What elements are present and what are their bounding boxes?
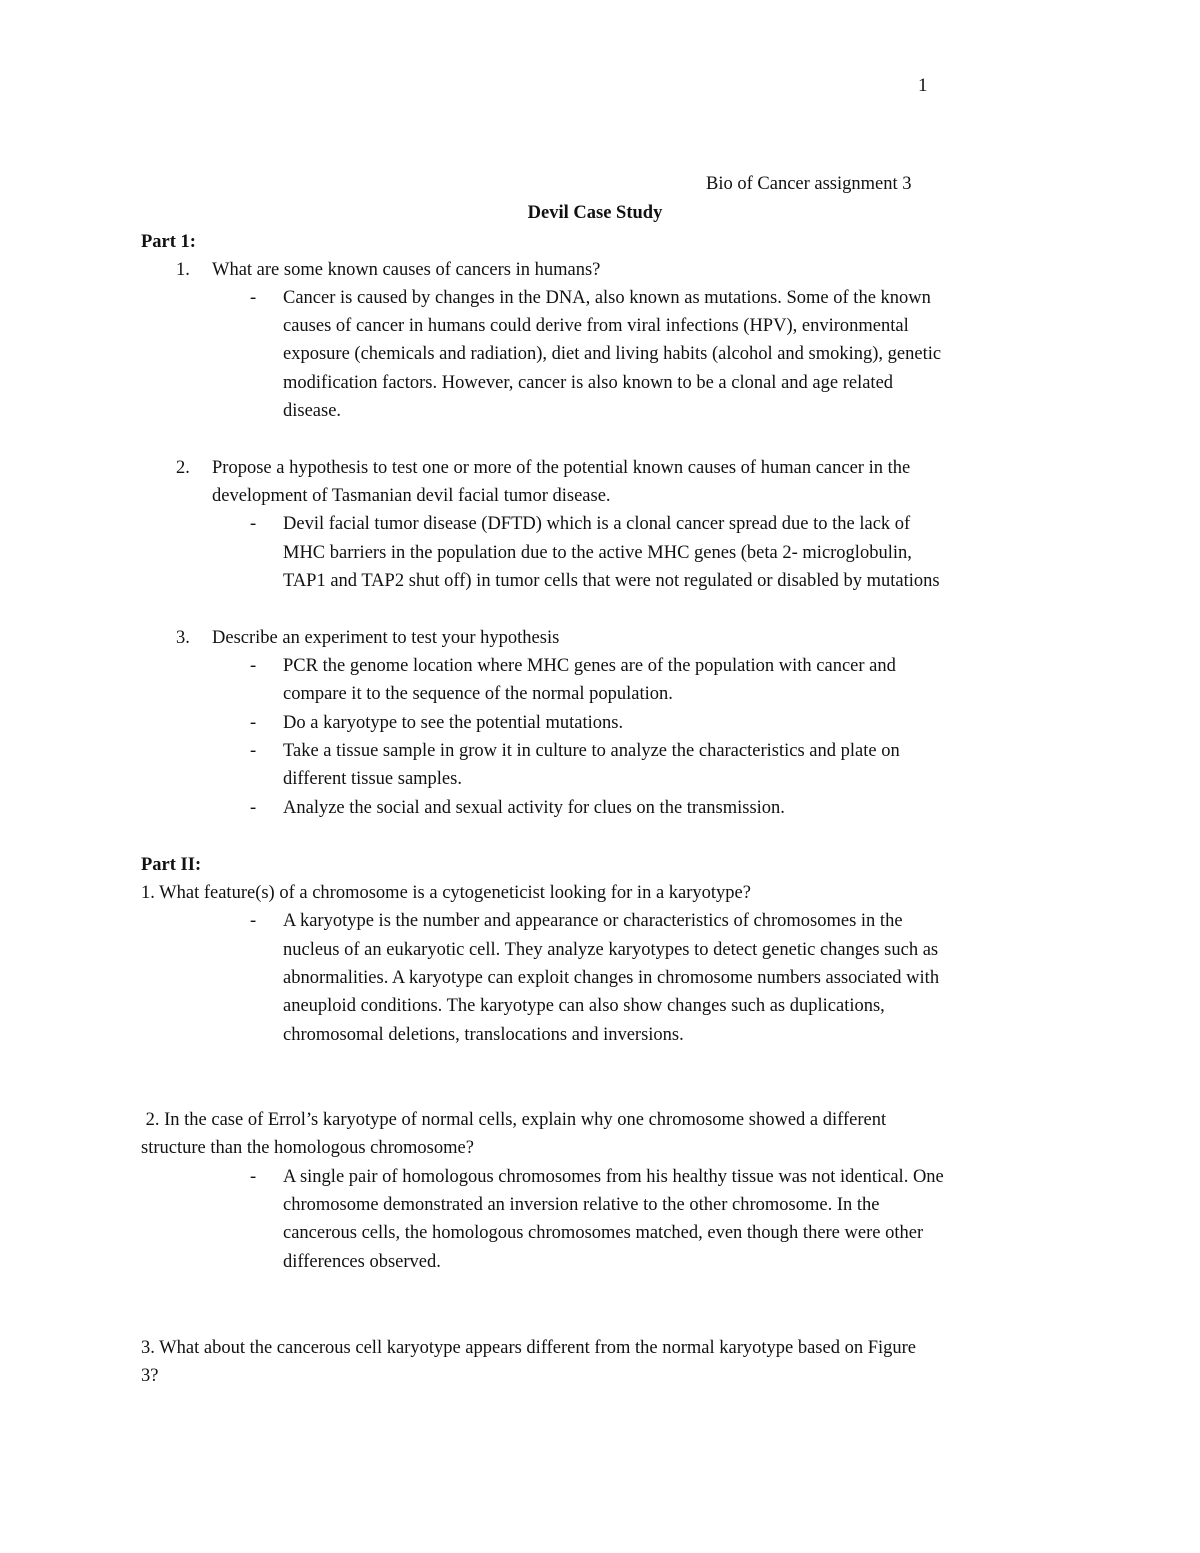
bullet-dash: - — [250, 288, 257, 308]
part2-q1-question: 1. What feature(s) of a chromosome is a cytogeneticist looking for in a karyotype? — [141, 883, 751, 903]
part1-q3-number: 3. — [176, 628, 190, 648]
part2-heading: Part II: — [141, 855, 202, 875]
part1-q2-question-line: Propose a hypothesis to test one or more of the potential known causes of human cancer in the — [212, 458, 911, 478]
part1-q1-answer-line: exposure (chemicals and radiation), diet and living habits (alcohol and smoking), genetic — [283, 344, 942, 364]
assignment-header: Bio of Cancer assignment 3 — [706, 174, 912, 194]
part1-q3-question: Describe an experiment to test your hypothesis — [212, 628, 560, 648]
part1-q3-answer-line: compare it to the sequence of the normal population. — [283, 684, 673, 704]
part1-q1-answer-line: disease. — [283, 401, 342, 421]
part1-q1-answer-line: causes of cancer in humans could derive from viral infections (HPV), environmental — [283, 316, 909, 336]
part1-q1-answer-line: modification factors. However, cancer is also known to be a clonal and age related — [283, 373, 894, 393]
bullet-dash: - — [250, 798, 257, 818]
part2-q2-answer-line: differences observed. — [283, 1252, 441, 1272]
part2-q1-answer-line: nucleus of an eukaryotic cell. They analyze karyotypes to detect genetic changes such as — [283, 940, 939, 960]
part1-q2-answer-line: TAP1 and TAP2 shut off) in tumor cells that were not regulated or disabled by mutations — [283, 571, 940, 591]
bullet-dash: - — [250, 1167, 257, 1187]
part1-q3-answer-line: Do a karyotype to see the potential mutations. — [283, 713, 624, 733]
part1-q3-answer-line: Take a tissue sample in grow it in culture to analyze the characteristics and plate on — [283, 741, 900, 761]
bullet-dash: - — [250, 911, 257, 931]
part1-q3-answer-line: PCR the genome location where MHC genes are of the population with cancer and — [283, 656, 896, 676]
part2-q1-answer-line: abnormalities. A karyotype can exploit changes in chromosome numbers associated with — [283, 968, 940, 988]
part1-q2-answer-line: MHC barriers in the population due to the active MHC genes (beta 2- microglobulin, — [283, 543, 912, 563]
bullet-dash: - — [250, 656, 257, 676]
part1-heading: Part 1: — [141, 232, 196, 252]
part2-q2-answer-line: cancerous cells, the homologous chromosomes matched, even though there were other — [283, 1223, 924, 1243]
part2-q2-question-line: 2. In the case of Errol’s karyotype of normal cells, explain why one chromosome showed a different — [141, 1110, 887, 1130]
part2-q3-question-line: 3? — [141, 1366, 159, 1386]
part2-q1-answer-line: aneuploid conditions. The karyotype can also show changes such as duplications, — [283, 996, 885, 1016]
bullet-dash: - — [250, 514, 257, 534]
part2-q3-question-line: 3. What about the cancerous cell karyotype appears different from the normal karyotype based on Figure — [141, 1338, 917, 1358]
document-title: Devil Case Study — [527, 203, 663, 223]
bullet-dash: - — [250, 741, 257, 761]
part2-q1-answer-line: A karyotype is the number and appearance or characteristics of chromosomes in the — [283, 911, 903, 931]
part2-q2-question-line: structure than the homologous chromosome? — [141, 1138, 474, 1158]
part2-q2-answer-line: chromosome demonstrated an inversion relative to the other chromosome. In the — [283, 1195, 880, 1215]
part2-q1-answer-line: chromosomal deletions, translocations and inversions. — [283, 1025, 684, 1045]
part1-q1-number: 1. — [176, 260, 190, 280]
part1-q2-question-line: development of Tasmanian devil facial tumor disease. — [212, 486, 611, 506]
page-number: 1 — [918, 75, 928, 96]
part1-q2-answer-line: Devil facial tumor disease (DFTD) which is a clonal cancer spread due to the lack of — [283, 514, 911, 534]
part1-q1-question: What are some known causes of cancers in humans? — [212, 260, 601, 280]
part1-q3-answer-line: Analyze the social and sexual activity for clues on the transmission. — [283, 798, 785, 818]
part2-q2-answer-line: A single pair of homologous chromosomes from his healthy tissue was not identical. One — [283, 1167, 944, 1187]
part1-q3-answer-line: different tissue samples. — [283, 769, 462, 789]
part1-q2-number: 2. — [176, 458, 190, 478]
bullet-dash: - — [250, 713, 257, 733]
part1-q1-answer-line: Cancer is caused by changes in the DNA, also known as mutations. Some of the known — [283, 288, 931, 308]
